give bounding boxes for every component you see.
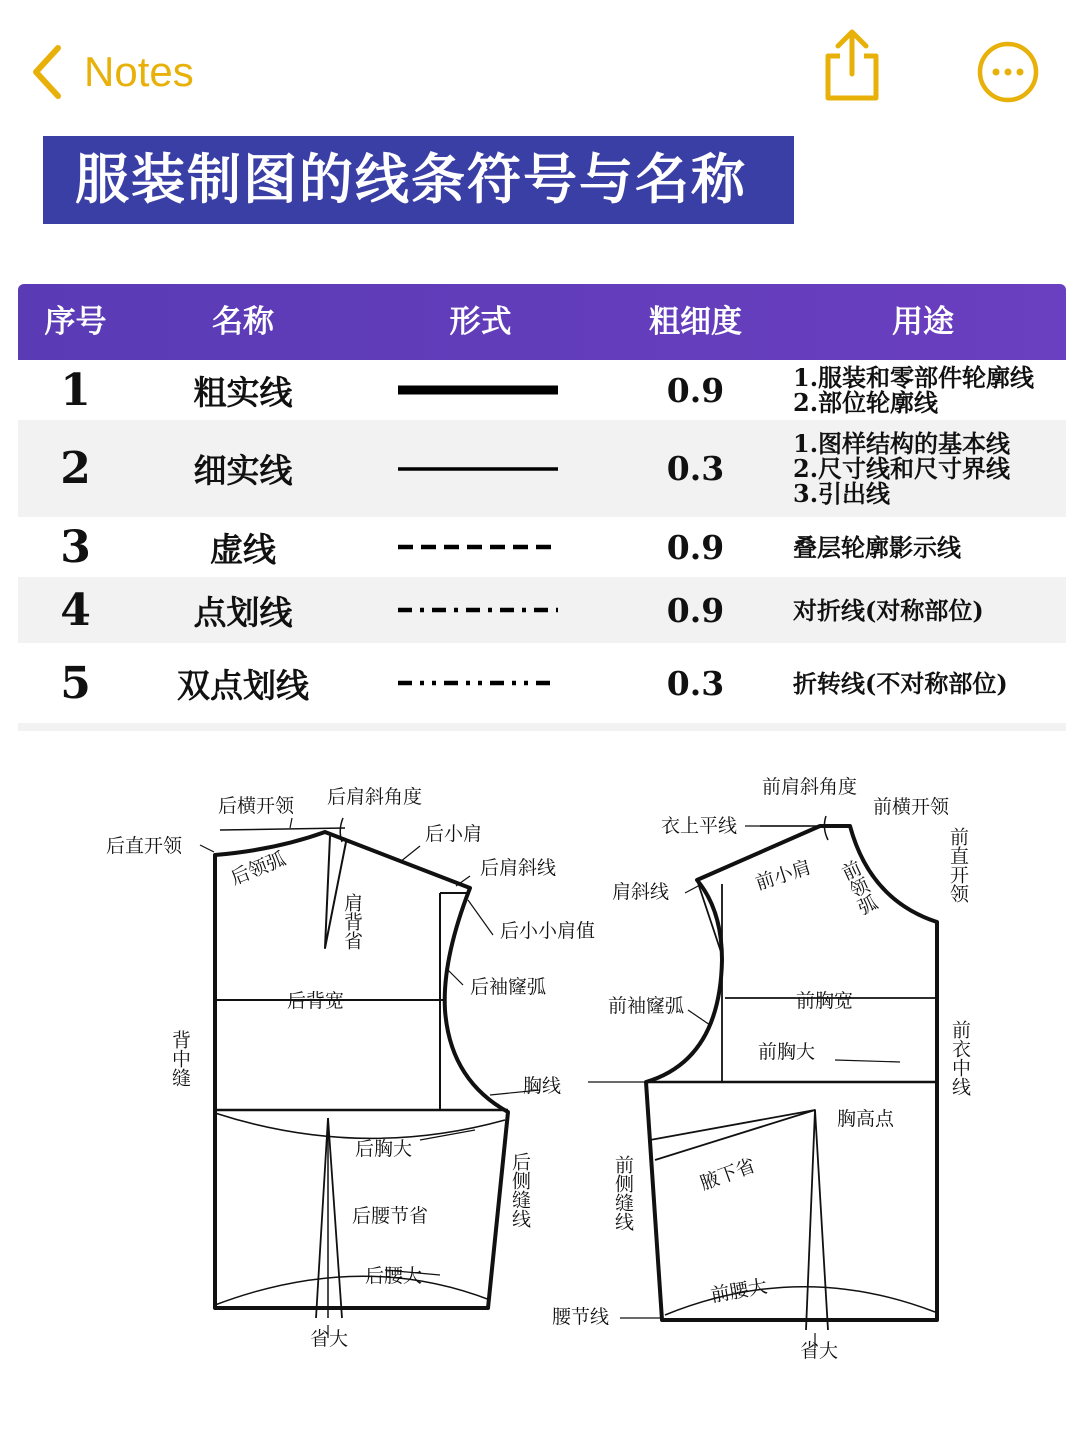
label-front-chest-width: 前胸宽 bbox=[796, 990, 854, 1012]
row-weight: 0.3 bbox=[666, 663, 725, 703]
label-waist-line: 腰节线 bbox=[552, 1306, 610, 1328]
row-weight: 0.9 bbox=[666, 590, 725, 630]
label-front-shoulder-slope: 肩斜线 bbox=[612, 881, 670, 903]
row-name: 双点划线 bbox=[177, 665, 309, 705]
label-front-neck-width: 前横开领 bbox=[873, 796, 950, 818]
chevron-left-icon bbox=[30, 44, 64, 100]
row-weight: 0.9 bbox=[666, 370, 725, 410]
row-name: 点划线 bbox=[193, 592, 293, 632]
label-back-small-shoulder-value: 后小小肩值 bbox=[500, 920, 596, 942]
label-front-shoulder-angle: 前肩斜角度 bbox=[762, 776, 858, 798]
nav-bar bbox=[0, 0, 1080, 120]
label-front-center-line: 前衣中线 bbox=[949, 1020, 971, 1096]
use-line: 3.引出线 bbox=[793, 479, 891, 508]
row-weight: 0.3 bbox=[666, 449, 725, 488]
share-button[interactable] bbox=[820, 28, 884, 106]
label-front-side-seam: 前侧缝线 bbox=[612, 1155, 634, 1231]
row-name: 粗实线 bbox=[193, 372, 293, 412]
row-name: 细实线 bbox=[193, 451, 293, 490]
label-chest-line: 胸线 bbox=[523, 1075, 562, 1097]
row-use bbox=[793, 643, 1063, 723]
use-line: 折转线(不对称部位) bbox=[793, 668, 1008, 698]
label-back-neck-depth: 后直开领 bbox=[106, 835, 183, 857]
header-name: 名称 bbox=[212, 304, 274, 340]
label-bust-point: 胸高点 bbox=[837, 1108, 895, 1130]
table-row bbox=[18, 360, 1066, 420]
row-no: 5 bbox=[60, 657, 91, 709]
line-symbol-table bbox=[18, 284, 1066, 709]
label-back-chest-size: 后胸大 bbox=[355, 1138, 413, 1160]
label-front-neck-curve: 前领弧 bbox=[836, 857, 881, 919]
share-icon bbox=[820, 28, 884, 102]
label-front-chest-size: 前胸大 bbox=[758, 1041, 816, 1063]
row-no: 2 bbox=[60, 443, 91, 494]
page-title: 服装制图的线条符号与名称 bbox=[43, 136, 794, 224]
more-icon bbox=[976, 40, 1040, 104]
row-no: 3 bbox=[60, 521, 91, 573]
table-row bbox=[18, 643, 1066, 731]
use-line: 1.图样结构的基本线 bbox=[793, 429, 1011, 458]
row-use bbox=[793, 577, 1063, 643]
label-front-dart-size: 省大 bbox=[800, 1340, 839, 1362]
back-label: Notes bbox=[84, 48, 194, 95]
table-row bbox=[18, 517, 1066, 577]
row-use bbox=[793, 360, 1063, 420]
header-weight: 粗细度 bbox=[649, 304, 742, 340]
table-header bbox=[18, 284, 1066, 360]
front-bodice-outline bbox=[646, 826, 937, 1320]
label-back-small-shoulder: 后小肩 bbox=[425, 823, 483, 845]
line-sample-dash-dot bbox=[393, 577, 563, 643]
label-back-shoulder-angle: 后肩斜角度 bbox=[327, 786, 423, 808]
label-back-shoulder-dart: 肩背省 bbox=[341, 893, 363, 950]
use-line: 2.部位轮廓线 bbox=[793, 388, 939, 417]
label-back-waist-dart: 后腰节省 bbox=[352, 1205, 429, 1227]
more-button[interactable] bbox=[976, 40, 1040, 108]
line-sample-thin bbox=[393, 420, 563, 517]
label-back-waist-size: 后腰大 bbox=[365, 1265, 423, 1287]
row-use bbox=[793, 517, 1063, 577]
row-no: 4 bbox=[60, 584, 91, 636]
label-back-side-seam: 后侧缝线 bbox=[509, 1152, 531, 1228]
row-no: 1 bbox=[60, 364, 91, 416]
label-front-side-dart: 腋下省 bbox=[697, 1154, 759, 1195]
table-row bbox=[18, 420, 1066, 517]
label-back-width: 后背宽 bbox=[287, 990, 345, 1012]
use-line: 2.尺寸线和尺寸界线 bbox=[793, 454, 1011, 483]
line-sample-double-dash-dot bbox=[393, 643, 563, 723]
label-front-neck-depth: 前直开领 bbox=[947, 827, 969, 903]
use-line: 1.服装和零部件轮廓线 bbox=[793, 363, 1035, 392]
row-name: 虚线 bbox=[210, 529, 276, 569]
header-use: 用途 bbox=[892, 304, 954, 340]
label-front-waist-size: 前腰大 bbox=[709, 1275, 770, 1307]
label-back-armhole: 后袖窿弧 bbox=[470, 976, 547, 998]
label-back-neck-curve: 后领弧 bbox=[227, 847, 289, 890]
bodice-pattern-diagram bbox=[0, 740, 1080, 1420]
row-weight: 0.9 bbox=[666, 527, 725, 567]
header-no: 序号 bbox=[44, 304, 107, 340]
label-front-top-line: 衣上平线 bbox=[661, 815, 738, 837]
line-sample-dashed bbox=[393, 517, 563, 577]
label-back-neck-width: 后横开领 bbox=[218, 795, 295, 817]
row-use bbox=[793, 420, 1063, 517]
use-line: 对折线(对称部位) bbox=[793, 595, 984, 625]
label-back-center-seam: 背中缝 bbox=[169, 1030, 191, 1087]
label-front-small-shoulder: 前小肩 bbox=[752, 856, 814, 895]
header-form: 形式 bbox=[449, 304, 512, 340]
line-sample-thick bbox=[393, 360, 563, 420]
label-back-dart-size: 省大 bbox=[310, 1328, 349, 1350]
use-line: 叠层轮廓影示线 bbox=[793, 532, 961, 562]
label-front-armhole: 前袖窿弧 bbox=[608, 995, 685, 1017]
back-button[interactable] bbox=[30, 44, 194, 100]
table-row bbox=[18, 577, 1066, 643]
label-back-shoulder-slope: 后肩斜线 bbox=[480, 857, 557, 879]
